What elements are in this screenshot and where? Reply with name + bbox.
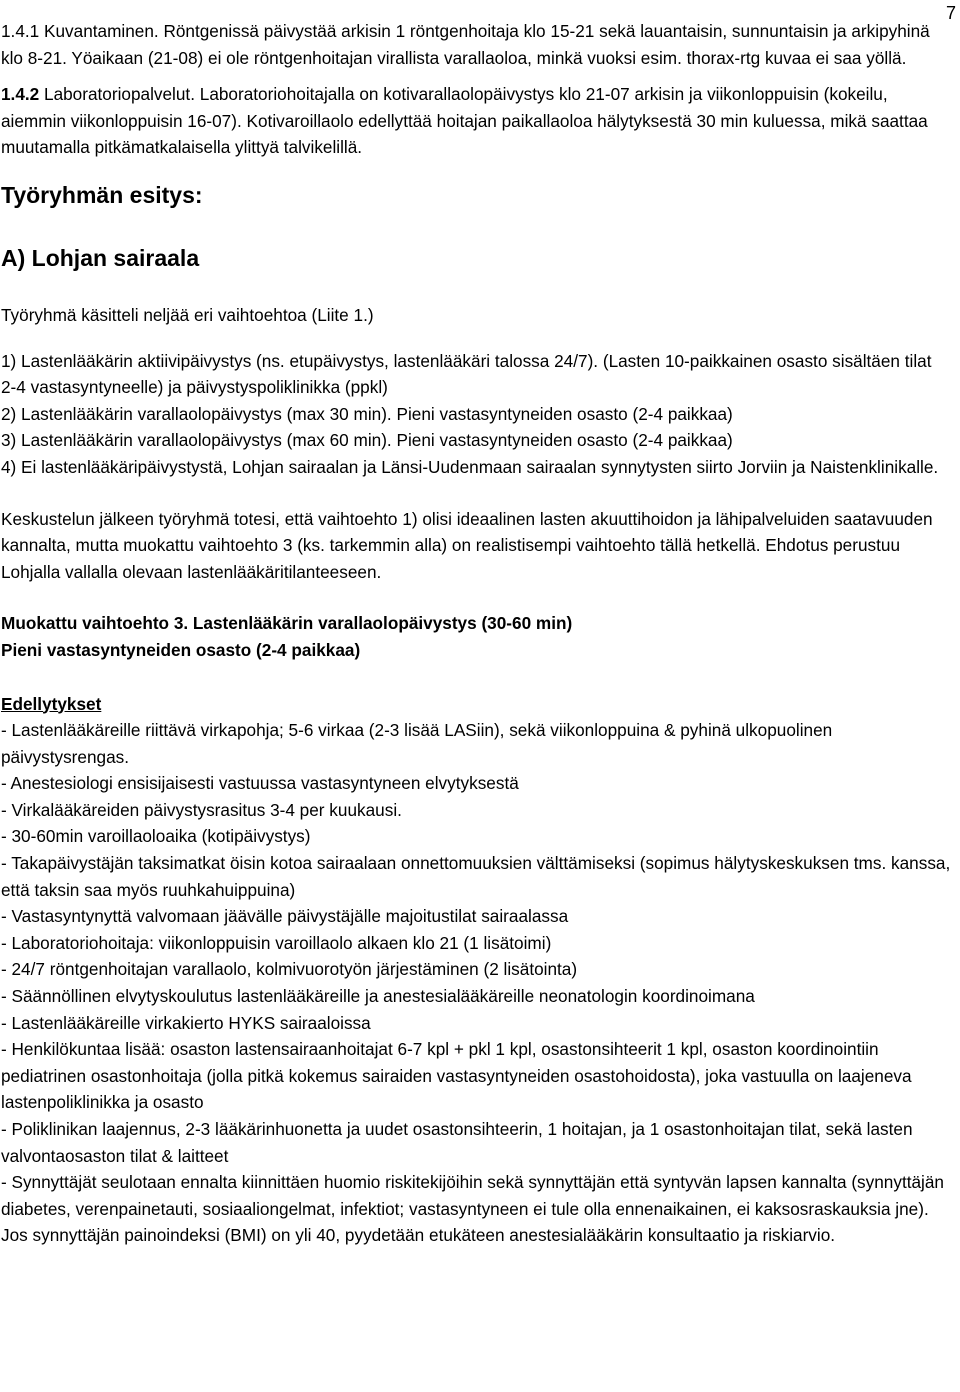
list-item: - Säännöllinen elvytyskoulutus lastenlääkäreille ja anestesialääkäreille neonatologin koordinoimana (1, 986, 755, 1007)
modified-option-title (1, 610, 951, 637)
section-text: Laboratoriohoitajalla on kotivarallaolopäivystys klo 21-07 arkisin ja viikonloppuisin (kokeilu, aiemmin viikonloppuisin 16-07). Kotivaroillaolo edellyttää hoitajan paikallaoloa hälytyksestä 30 min kuluessa, mikä saattaa muutamalla pitkämatkalaisella ylittyä talvikelillä. (1, 84, 928, 158)
list-item: - Laboratoriohoitaja: viikonloppuisin varoillaolo alkaen klo 21 (1 lisätoimi) (1, 932, 552, 953)
edellytykset-list (1, 717, 951, 1249)
document-body (1, 18, 951, 1249)
list-item: - Synnyttäjät seulotaan ennalta kiinnittäen huomio riskitekijöihin sekä synnyttäjän että syntyvän lapsen kannalta (synnyttäjän diabetes, verenpainetauti, sosiaaliongelmat, infektiot; vastasyntyneen ei tule olla ennenaikainen, ei kaksosraskauksia jne). Jos synnyttäjän painoindeksi (BMI) on yli 40, pyydetään etukäteen anestesialääkärin konsultaatio ja riskiarvio. (1, 1172, 944, 1246)
option-item: 4) Ei lastenlääkäripäivystystä, Lohjan sairaalan ja Länsi-Uudenmaan sairaalan synnytysten siirto Jorviin ja Naistenklinikalle. (1, 456, 939, 477)
option-item: 3) Lastenlääkärin varallaolopäivystys (max 60 min). Pieni vastasyntyneiden osasto (2-4 paikkaa) (1, 430, 733, 451)
intro-paragraph: Työryhmä käsitteli neljää eri vaihtoehtoa (Liite 1.) (1, 304, 374, 325)
options-list (1, 348, 951, 481)
edellytykset-title: Edellytykset (1, 693, 102, 714)
page-number: 7 (945, 3, 956, 23)
modified-option-title-line1: Muokattu vaihtoehto 3. Lastenlääkärin varallaolopäivystys (30-60 min) (1, 613, 573, 634)
section-number: 1.4.1 (1, 21, 40, 41)
option-item: 1) Lastenlääkärin aktiivipäivystys (ns. etupäivystys, lastenlääkäri talossa 24/7). (Lasten 10-paikkainen osasto sisältäen tilat 2-4 vastasyntyneelle) ja päivystyspoliklinikka (ppkl) (1, 350, 932, 398)
list-item: - Virkalääkäreiden päivystysrasitus 3-4 per kuukausi. (1, 799, 402, 820)
list-item: - Vastasyntynyttä valvomaan jäävälle päivystäjälle majoitustilat sairaalassa (1, 906, 569, 927)
section-1-4-1 (1, 18, 951, 71)
list-item: - Lastenlääkäreille virkakierto HYKS sairaaloissa (1, 1012, 371, 1033)
list-item: - Takapäivystäjän taksimatkat öisin kotoa sairaalaan onnettomuuksien välttämiseksi (sopimus hälytyskeskuksen tms. kanssa, että taksin saa myös ruuhkahuippuina) (1, 853, 951, 900)
section-title: Kuvantaminen. (44, 21, 159, 41)
edellytykset-heading (1, 691, 951, 718)
list-item: - Lastenlääkäreille riittävä virkapohja; 5-6 virkaa (2-3 lisää LASiin), sekä viikonloppuina & pyhinä ulkopuolinen päivystysrengas. (1, 720, 833, 767)
list-item: - Henkilökuntaa lisää: osaston lastensairaanhoitajat 6-7 kpl + pkl 1 kpl, osastonsihteerit 1 kpl, osaston koordinointiin pediatrinen osastonhoitaja (jolla pitkä kokemus sairaiden vastasyntyneiden osastohoidosta), joka vastuulla on laajeneva lastenpoliklinikka ja osasto (1, 1039, 912, 1113)
list-item: - Poliklinikan laajennus, 2-3 lääkärinhuonetta ja uudet osastonsihteerin, 1 hoitajan, ja 1 osastonhoitajan tilat, sekä lasten valvontaosaston tilat & laitteet (1, 1119, 913, 1166)
section-title: Laboratoriopalvelut. (39, 84, 195, 105)
heading-esitys: Työryhmän esitys: (1, 181, 203, 208)
list-item: - Anestesiologi ensisijaisesti vastuussa vastasyntyneen elvytyksestä (1, 773, 519, 794)
heading-lohja: A) Lohjan sairaala (1, 244, 200, 271)
list-item: - 24/7 röntgenhoitajan varallaolo, kolmivuorotyön järjestäminen (2 lisätointa) (1, 959, 578, 980)
section-1-4-2 (1, 81, 951, 161)
section-number: 1.4.2 (1, 84, 40, 105)
modified-option-subtitle (1, 637, 951, 664)
discussion-paragraph: Keskustelun jälkeen työryhmä totesi, että vaihtoehto 1) olisi ideaalinen lasten akuuttihoidon ja lähipalveluiden saatavuuden kannalta, mutta muokattu vaihtoehto 3 (ks. tarkemmin alla) on realistisempi vaihtoehto tällä hetkellä. Ehdotus perustuu Lohjalla vallalla olevaan lastenlääkäritilanteeseen. (1, 508, 933, 582)
section-text: Röntgenissä päivystää arkisin 1 röntgenhoitaja klo 15-21 sekä lauantaisin, sunnuntaisin ja arkipyhinä klo 8-21. Yöaikaan (21-08) ei ole röntgenhoitajan virallista varallaoloa, minkä vuoksi esim. thorax-rtg kuvaa ei saa yöllä. (1, 21, 930, 68)
modified-option-title-line2: Pieni vastasyntyneiden osasto (2-4 paikkaa) (1, 639, 361, 660)
list-item: - 30-60min varoillaoloaika (kotipäivystys) (1, 826, 311, 847)
option-item: 2) Lastenlääkärin varallaolopäivystys (max 30 min). Pieni vastasyntyneiden osasto (2-4 paikkaa) (1, 403, 733, 424)
